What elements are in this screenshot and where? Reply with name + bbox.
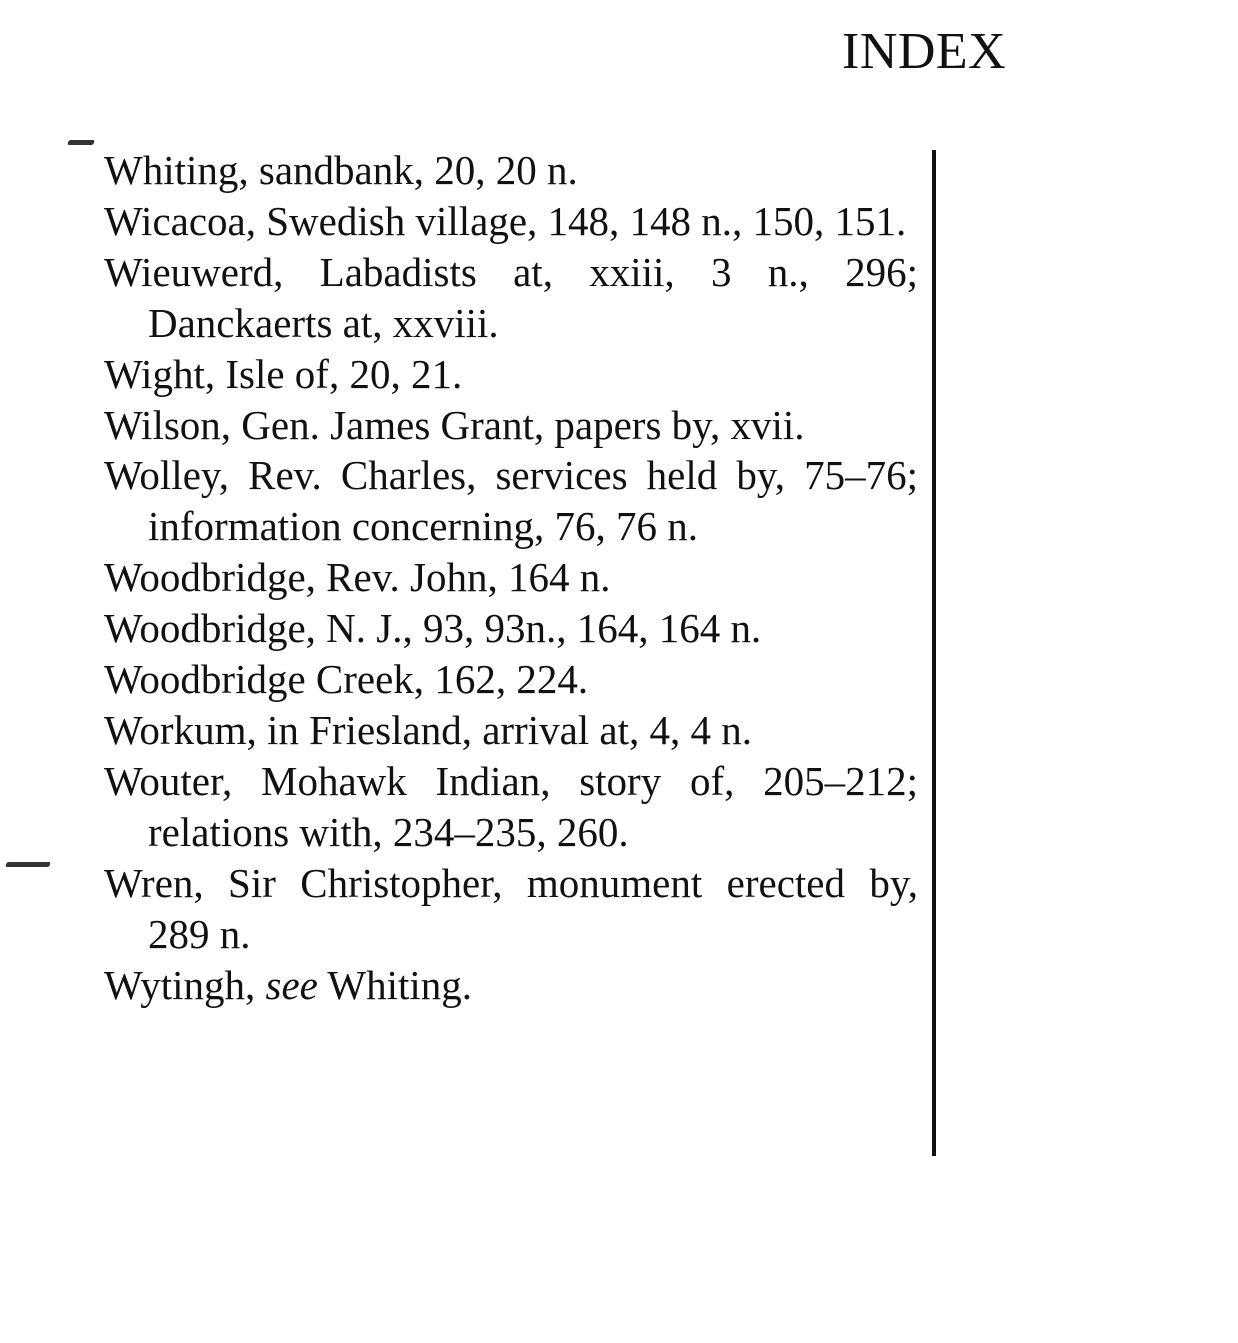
entry-term: Woodbridge, Rev. John,	[104, 554, 498, 601]
entry-refs: 20, 21.	[339, 350, 463, 397]
entry-term: Wytingh,	[104, 961, 256, 1008]
entry-term: Whiting, sandbank,	[104, 147, 424, 193]
index-entry	[104, 400, 918, 451]
index-entry	[104, 196, 918, 247]
entry-refs: 4, 4 n.	[639, 706, 753, 753]
index-entry	[104, 349, 918, 400]
index-entry	[104, 705, 918, 756]
entry-refs: Whiting.	[317, 961, 473, 1008]
index-entry	[104, 552, 918, 603]
index-entry	[104, 145, 918, 196]
ink-smudge-mark	[5, 862, 51, 867]
entry-refs: xxiii, 3 n., 296; Danckaerts at, xxviii.	[148, 248, 918, 346]
index-entry	[104, 858, 918, 960]
entry-see-word: see	[265, 961, 318, 1008]
entry-refs: 205–212; relations with, 234–235, 260.	[148, 757, 918, 855]
index-entry	[104, 960, 918, 1011]
entry-refs: 148, 148 n., 150, 151.	[537, 197, 907, 244]
index-entry	[104, 450, 918, 552]
index-entry	[104, 756, 918, 858]
entry-refs: 162, 224.	[424, 656, 589, 703]
entry-term: Wight, Isle of,	[104, 350, 340, 397]
entry-term: Wilson, Gen. James Grant, papers by,	[104, 401, 721, 448]
entry-refs: 93, 93n., 164, 164 n.	[412, 605, 762, 652]
entry-term: Woodbridge Creek,	[104, 656, 425, 703]
index-entry	[104, 654, 918, 705]
entry-term: Wouter, Mohawk Indian, story of,	[104, 757, 735, 804]
entry-refs: 164 n.	[497, 554, 611, 601]
entry-term: Wieuwerd, Labadists at,	[104, 248, 553, 295]
entry-term: Wolley, Rev. Charles, services held by,	[104, 452, 785, 499]
index-entry	[104, 603, 918, 654]
entry-refs: 289 n.	[148, 910, 251, 957]
entry-term: Workum, in Friesland, arrival at,	[104, 706, 640, 753]
entry-refs: 20, 20 n.	[423, 147, 578, 193]
index-column	[104, 145, 918, 1010]
index-entry	[104, 247, 918, 349]
entry-term: Wicacoa, Swedish village,	[104, 197, 538, 244]
running-head: INDEX	[842, 23, 1007, 80]
entry-term: Woodbridge, N. J.,	[104, 605, 413, 652]
column-rule	[932, 150, 936, 1156]
entry-refs: 75–76; information concerning, 76, 76 n.	[148, 452, 918, 550]
ink-smudge-mark	[67, 140, 95, 145]
entry-term: Wren, Sir Christopher, monument erected by,	[104, 859, 918, 906]
entry-refs: xvii.	[720, 401, 805, 448]
